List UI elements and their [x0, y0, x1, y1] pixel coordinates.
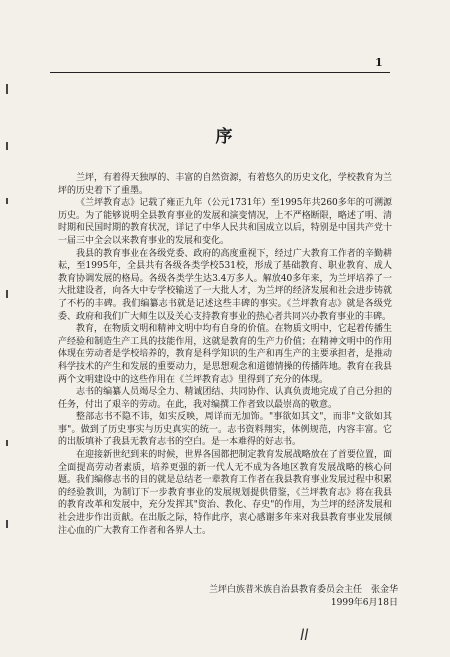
signature-date: 1999年6月18日	[330, 598, 398, 608]
handwritten-mark: ll	[300, 626, 309, 644]
paragraph: 整部志书不隐不讳，如实反映，周详而无加饰。"事欲如其文"，而非"文欲如其事"。做到了历史事实与历史真实的统一。志书资料翔实，体例规范，内容丰富。它的出版填补了我县无教育志书的空白。是一本难得的好志书。	[58, 412, 392, 448]
header-rule	[50, 72, 390, 73]
signature-author: 兰坪白族普米族自治县教育委员会主任 张金华	[208, 585, 398, 595]
paragraph: 志书的编纂人员竭尽全力、精诚团结、共同协作、认真负责地完成了自己分担的任务，付出了艰辛的劳动。在此，我对编撰工作者致以最崇高的敬意。	[58, 387, 392, 410]
paragraph: 教育，在物质文明和精神文明中均有自身的价值。在物质文明中，它起着传播生产经验和制造生产工具的技能作用，这就是教育的生产力价值；在精神文明中的作用体现在劳动者是学校培养的，教育是科学知识的生产和再生产的主要承担者，是推动科学技术的产生和发展的重要动力，是思想观念和道德情操的传播阵地。教育在我县两个文明建设中的这些作用在《兰坪教育志》里得到了充分的体现。	[58, 324, 392, 385]
binding-edge-marks	[6, 80, 9, 560]
paragraph: 我县的教育事业在各级党委、政府的高度重视下，经过广大教育工作者的辛勤耕耘，至1995年，全县共有各级各类学校531校，形成了基础教育、职业教育、成人教育协调发展的格局。各级各类学生达3.4万多人。解放40多年来，为兰坪培养了一大批建设者，向各大中专学校输送了一大批人才，为兰坪的经济发展和社会进步铸就了不朽的丰碑。我们编纂志书就是记述这些丰碑的事实。《兰坪教育志》就是各级党委、政府和我们广大师生以及关心支持教育事业的热心者共同兴办教育事业的丰碑。	[58, 248, 392, 322]
paragraph: 兰坪，有着得天独厚的、丰富的自然资源，有着悠久的历史文化，学校教育为兰坪的历史着下了重墨。	[58, 173, 392, 196]
page-title: 序	[215, 127, 235, 147]
preface-body	[58, 172, 392, 537]
page-number: 1	[375, 56, 383, 69]
paragraph: 《兰坪教育志》记载了雍正九年（公元1731年）至1995年共260多年的可溯源历史。为了能够说明全县教育事业的发展和演变情况，上不严格断限，略述了明、清时期和民国时期的教育状况，详记了中华人民共和国成立以后，特别是中国共产党十一届三中全会以来教育事业的发展和变化。	[58, 198, 392, 246]
paragraph: 在迎接新世纪到来的时候，世界各国都把制定教育发展战略放在了首要位置，面全面提高劳动者素质，培养更强的新一代人无不成为各地区教育发展战略的核心问题。我们编修志书的目的就是总结老一辈教育工作者在我县教育事业发展过程中积累的经验教训，为制订下一步教育事业的发展规划提供借鉴，《兰坪教育志》将在我县的教育改革和发展中，充分发挥其"资治、教化、存史"的作用，为兰坪的经济发展和社会进步作出贡献。在出版之际，特作此序，衷心感谢多年来对我县教育事业发展倾注心血的广大教育工作者和各界人士。	[58, 450, 392, 536]
signature-block	[158, 584, 398, 610]
